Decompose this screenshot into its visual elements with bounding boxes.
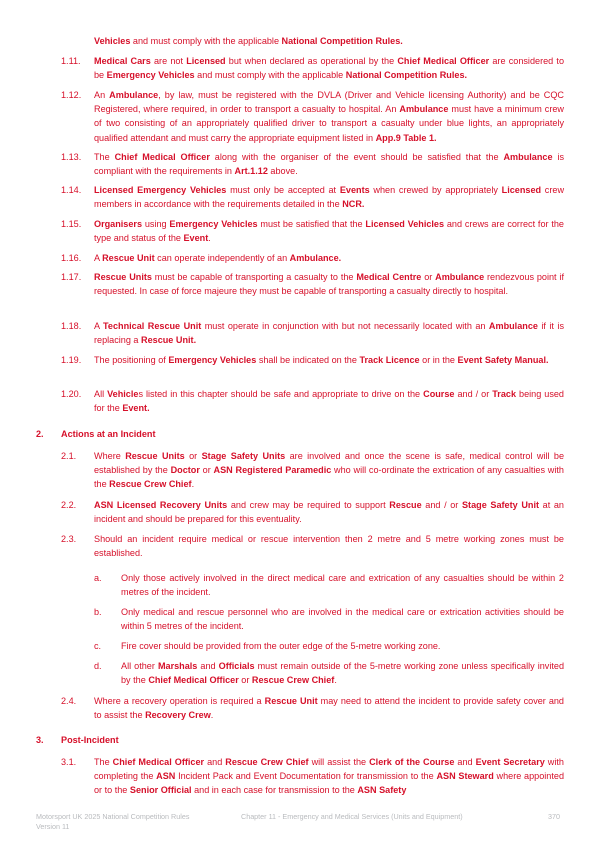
- footer-chapter-title: Chapter 11 - Emergency and Medical Services (Units and Equipment): [241, 812, 463, 821]
- clause-1-14: Licensed Emergency Vehicles must only be accepted at Events when crewed by appropriately Licensed crew members in accordance with the requirements detailed in the NCR.: [94, 185, 565, 210]
- clause-1-12: An Ambulance, by law, must be registered with the DVLA (Driver and Vehicle licensing Authority) and be CQC Registered, where required, in order to transport a casualty to hospital. An Ambulance must have a minimum crew of two consisting of an appropriately qualified driver to transport a casualty under blue lights, an appropriately qualified attendant and must carry the appropriate equipment listed in App.9 Table 1.: [94, 90, 564, 143]
- clause-1-17: Rescue Units must be capable of transporting a casualty to the Medical Centre or Ambulance rendezvous point if requested. In case of force majeure they must be capable of transporting a casualty directly to hospital.: [94, 272, 564, 297]
- clause-1-15: Organisers using Emergency Vehicles must be satisfied that the Licensed Vehicles and crews are correct for the type and status of the Event.: [94, 219, 564, 244]
- para-continuation: Vehicles and must comply with the applicable National Competition Rules.: [94, 36, 403, 46]
- clause-number: 2.1.: [61, 451, 77, 461]
- section-number: 3.: [36, 735, 44, 745]
- clause-2-3-a: Only those actively involved in the direct medical care and extrication of any casualties should be within 2 metres of the incident.: [121, 573, 564, 598]
- section-heading-post-incident: Post-Incident: [61, 735, 119, 745]
- clause-number: 2.2.: [61, 500, 77, 510]
- clause-1-19: The positioning of Emergency Vehicles shall be indicated on the Track Licence or in the Event Safety Manual.: [94, 355, 549, 365]
- subclause-letter: c.: [94, 641, 102, 651]
- clause-2-1: Where Rescue Units or Stage Safety Units are involved and once the scene is safe, medical control will be established by the Doctor or ASN Registered Paramedic who will co-ordinate the extrication of any casualties with the Rescue Crew Chief.: [94, 451, 565, 490]
- clause-2-4: Where a recovery operation is required a Rescue Unit may need to attend the incident to provide safety cover and to assist the Recovery Crew.: [94, 696, 564, 721]
- clause-2-2: ASN Licensed Recovery Units and crew may be required to support Rescue and / or Stage Safety Unit at an incident and should be prepared for this eventuality.: [94, 500, 564, 525]
- clause-2-3-d: All other Marshals and Officials must remain outside of the 5-metre working zone unless specifically invited by the Chief Medical Officer or Rescue Crew Chief.: [121, 661, 564, 686]
- clause-number: 1.18.: [61, 321, 82, 331]
- section-heading-actions: Actions at an Incident: [61, 429, 156, 439]
- clause-number: 3.1.: [61, 757, 77, 767]
- clause-number: 1.13.: [61, 152, 82, 162]
- footer-page-number: 370: [548, 812, 560, 821]
- clause-number: 1.11.: [61, 56, 81, 66]
- clause-1-13: The Chief Medical Officer along with the organiser of the event should be satisfied that the Ambulance is compliant with the requirements in Art.1.12 above.: [94, 152, 565, 177]
- clause-number: 2.4.: [61, 696, 77, 706]
- clause-1-20: All Vehicles listed in this chapter should be safe and appropriate to drive on the Course and / or Track being used for the Event.: [94, 389, 564, 414]
- section-number: 2.: [36, 429, 44, 439]
- footer-rulebook-title: Motorsport UK 2025 National Competition Rules: [36, 812, 190, 821]
- clause-number: 1.17.: [61, 272, 82, 282]
- clause-number: 1.19.: [61, 355, 82, 365]
- clause-1-18: A Technical Rescue Unit must operate in conjunction with but not necessarily located with an Ambulance if it is replacing a Rescue Unit.: [94, 321, 564, 346]
- clause-number: 1.12.: [61, 90, 82, 100]
- clause-number: 2.3.: [61, 534, 77, 544]
- clause-number: 1.14.: [61, 185, 82, 195]
- footer-version: Version 11: [36, 822, 70, 831]
- subclause-letter: d.: [94, 661, 102, 671]
- clause-number: 1.20.: [61, 389, 82, 399]
- clause-2-3-c: Fire cover should be provided from the outer edge of the 5-metre working zone.: [121, 641, 441, 651]
- subclause-letter: b.: [94, 607, 102, 617]
- clause-2-3: Should an incident require medical or rescue intervention then 2 metre and 5 metre working zones must be established.: [94, 534, 564, 559]
- clause-2-3-b: Only medical and rescue personnel who are involved in the medical care or extrication activities should be within 5 metres of the incident.: [121, 607, 564, 632]
- clause-1-11: Medical Cars are not Licensed but when declared as operational by the Chief Medical Officer are considered to be Emergency Vehicles and must comply with the applicable National Competition Rules.: [94, 56, 564, 81]
- clause-number: 1.16.: [61, 253, 82, 263]
- subclause-letter: a.: [94, 573, 102, 583]
- clause-1-16: A Rescue Unit can operate independently of an Ambulance.: [94, 253, 342, 263]
- clause-number: 1.15.: [61, 219, 82, 229]
- clause-3-1: The Chief Medical Officer and Rescue Crew Chief will assist the Clerk of the Course and Event Secretary with completing the ASN Incident Pack and Event Documentation for transmission to the ASN Steward where appointed or to the Senior Official and in each case for transmission to the ASN Safety: [94, 757, 565, 796]
